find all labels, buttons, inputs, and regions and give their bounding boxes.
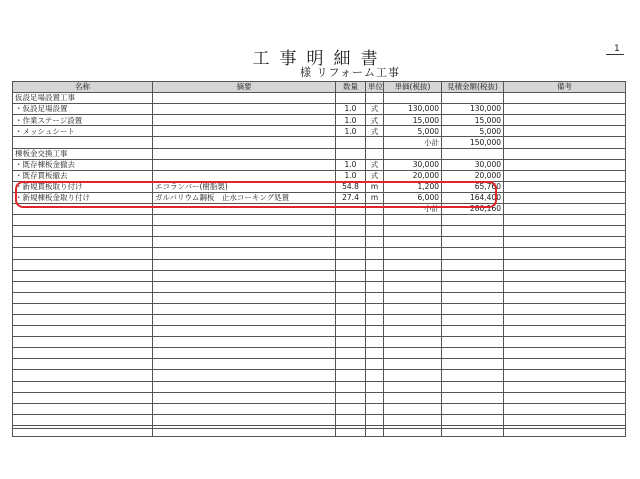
cell-unit-price	[384, 337, 442, 348]
cell-unit-price: 1,200	[384, 181, 442, 192]
cell-name	[13, 137, 153, 148]
cell-amount	[442, 348, 504, 359]
cell-remarks	[504, 215, 626, 226]
cell-summary	[153, 414, 336, 425]
cell-unit-price	[384, 270, 442, 281]
cell-name: ・メッシュシート	[13, 126, 153, 137]
cell-remarks	[504, 303, 626, 314]
cell-unit-price	[384, 381, 442, 392]
page-number: 1	[614, 44, 620, 54]
cell-unit	[366, 414, 384, 425]
cell-quantity	[336, 392, 366, 403]
cell-unit	[366, 392, 384, 403]
cell-name: 仮設足場設置工事	[13, 93, 153, 104]
cell-amount	[442, 270, 504, 281]
blank-row	[13, 292, 626, 303]
cell-remarks	[504, 170, 626, 181]
blank-row	[13, 259, 626, 270]
cell-quantity: 1.0	[336, 115, 366, 126]
cell-quantity: 1.0	[336, 126, 366, 137]
cell-summary	[153, 303, 336, 314]
cell-unit	[366, 381, 384, 392]
cell-amount	[442, 381, 504, 392]
cell-amount	[442, 292, 504, 303]
cell-unit: 式	[366, 170, 384, 181]
cell-unit	[366, 270, 384, 281]
cell-amount: 150,000	[442, 137, 504, 148]
table-row	[13, 204, 626, 215]
cell-amount	[442, 403, 504, 414]
column-header-unit: 単位	[366, 82, 384, 93]
cell-quantity	[336, 248, 366, 259]
blank-row	[13, 403, 626, 414]
cell-summary	[153, 403, 336, 414]
cell-unit-price: 15,000	[384, 115, 442, 126]
cell-amount: 164,400	[442, 192, 504, 203]
cell-amount: 20,000	[442, 170, 504, 181]
blank-row	[13, 248, 626, 259]
cell-unit	[366, 237, 384, 248]
cell-summary	[153, 392, 336, 403]
cell-amount	[442, 392, 504, 403]
cell-name	[13, 226, 153, 237]
cell-remarks	[504, 181, 626, 192]
cell-name: ・新規貫板取り付け	[13, 181, 153, 192]
cell-unit-price: 小計	[384, 137, 442, 148]
cell-quantity	[336, 348, 366, 359]
cell-unit-price: 6,000	[384, 192, 442, 203]
cell-amount	[442, 414, 504, 425]
cell-name	[13, 259, 153, 270]
table-row	[13, 181, 626, 192]
cell-unit	[366, 370, 384, 381]
cell-amount: 280,160	[442, 204, 504, 215]
cell-remarks	[504, 414, 626, 425]
cell-name: ・既存棟板金撤去	[13, 159, 153, 170]
cell-unit	[366, 326, 384, 337]
blank-row	[13, 270, 626, 281]
cell-name	[13, 270, 153, 281]
cell-unit-price	[384, 392, 442, 403]
table-row	[13, 192, 626, 203]
cell-quantity: 1.0	[336, 170, 366, 181]
estimate-detail-table	[12, 81, 626, 437]
cell-summary: ガルバリウム鋼板 止水コーキング処置	[153, 192, 336, 203]
document-subtitle: 様 リフォーム工事	[300, 66, 400, 79]
cell-unit-price	[384, 403, 442, 414]
table-body	[13, 93, 626, 437]
blank-row	[13, 314, 626, 325]
column-header-quantity: 数量	[336, 82, 366, 93]
cell-unit-price	[384, 237, 442, 248]
blank-row	[13, 281, 626, 292]
cell-unit-price	[384, 215, 442, 226]
cell-summary	[153, 170, 336, 181]
cell-unit	[366, 93, 384, 104]
cell-summary	[153, 215, 336, 226]
cell-remarks	[504, 148, 626, 159]
cell-unit	[366, 403, 384, 414]
cell-remarks	[504, 237, 626, 248]
cell-quantity	[336, 148, 366, 159]
cell-unit-price	[384, 226, 442, 237]
cell-name	[13, 381, 153, 392]
cell-unit: 式	[366, 126, 384, 137]
cell-name	[13, 314, 153, 325]
cell-name: 棟板金交換工事	[13, 148, 153, 159]
cell-unit: 式	[366, 115, 384, 126]
cell-remarks	[504, 204, 626, 215]
cell-unit-price	[384, 148, 442, 159]
cell-unit-price	[384, 326, 442, 337]
cell-name	[13, 292, 153, 303]
cell-remarks	[504, 326, 626, 337]
cell-summary	[153, 137, 336, 148]
blank-row	[13, 303, 626, 314]
cell-unit	[366, 259, 384, 270]
cell-amount	[442, 281, 504, 292]
cell-quantity	[336, 237, 366, 248]
cell-summary	[153, 93, 336, 104]
cell-unit	[366, 248, 384, 259]
blank-row	[13, 326, 626, 337]
cell-remarks	[504, 292, 626, 303]
cell-unit-price: 20,000	[384, 170, 442, 181]
cell-remarks	[504, 370, 626, 381]
cell-quantity	[336, 403, 366, 414]
cell-quantity	[336, 370, 366, 381]
cell-remarks	[504, 403, 626, 414]
cell-name	[13, 370, 153, 381]
cell-name	[13, 303, 153, 314]
cell-unit	[366, 303, 384, 314]
cell-unit	[366, 359, 384, 370]
cell-remarks	[504, 137, 626, 148]
cell-unit	[366, 314, 384, 325]
cell-quantity	[336, 314, 366, 325]
cell-summary	[153, 226, 336, 237]
cell-remarks	[504, 359, 626, 370]
column-header-unit-price: 単価(税抜)	[384, 82, 442, 93]
blank-row	[13, 215, 626, 226]
cell-unit-price: 小計	[384, 204, 442, 215]
cell-name	[13, 414, 153, 425]
cell-summary	[153, 237, 336, 248]
cell-remarks	[504, 259, 626, 270]
cell-unit-price	[384, 281, 442, 292]
cell-unit: m	[366, 181, 384, 192]
cell-amount	[442, 226, 504, 237]
cell-name	[13, 281, 153, 292]
cell-amount	[442, 303, 504, 314]
cell-quantity	[336, 281, 366, 292]
cell-amount	[442, 359, 504, 370]
cell-remarks	[504, 337, 626, 348]
blank-row	[13, 370, 626, 381]
cell-summary	[153, 337, 336, 348]
blank-row	[13, 337, 626, 348]
cell-name: ・新規棟板金取り付け	[13, 192, 153, 203]
cell-unit	[366, 348, 384, 359]
cell-quantity	[336, 326, 366, 337]
cell-name	[13, 215, 153, 226]
cell-name	[13, 337, 153, 348]
blank-row	[13, 226, 626, 237]
cell-quantity: 1.0	[336, 159, 366, 170]
cell-unit-price	[384, 414, 442, 425]
cell-unit	[366, 281, 384, 292]
cell-unit-price	[384, 248, 442, 259]
cell-remarks	[504, 314, 626, 325]
cell-name	[13, 237, 153, 248]
cell-remarks	[504, 115, 626, 126]
blank-row	[13, 237, 626, 248]
cell-unit-price: 30,000	[384, 159, 442, 170]
blank-row	[13, 392, 626, 403]
cell-unit-price: 130,000	[384, 104, 442, 115]
cell-amount	[442, 337, 504, 348]
cell-summary: エコランバー(樹脂製)	[153, 181, 336, 192]
cell-quantity	[336, 359, 366, 370]
cell-name	[13, 348, 153, 359]
cell-quantity	[336, 303, 366, 314]
table-header-row	[13, 82, 626, 93]
cell-name	[13, 248, 153, 259]
cell-quantity	[336, 204, 366, 215]
cell-remarks	[504, 192, 626, 203]
table-row	[13, 104, 626, 115]
cell-summary	[153, 281, 336, 292]
cell-unit	[366, 204, 384, 215]
cell-quantity	[336, 337, 366, 348]
column-header-summary: 摘要	[153, 82, 336, 93]
cell-unit-price	[384, 303, 442, 314]
cell-summary	[153, 359, 336, 370]
cell-summary	[153, 104, 336, 115]
cell-unit	[366, 215, 384, 226]
cell-summary	[153, 292, 336, 303]
cell-remarks	[504, 392, 626, 403]
cell-quantity: 1.0	[336, 104, 366, 115]
column-header-remarks: 備考	[504, 82, 626, 93]
column-header-amount: 見積金額(税抜)	[442, 82, 504, 93]
cell-amount	[442, 259, 504, 270]
cell-quantity: 27.4	[336, 192, 366, 203]
document-title: 工事明細書	[252, 49, 388, 69]
cell-summary	[153, 126, 336, 137]
cell-remarks	[504, 104, 626, 115]
blank-row	[13, 359, 626, 370]
cell-unit-price: 5,000	[384, 126, 442, 137]
page-number-underline	[606, 54, 624, 55]
cell-amount	[442, 314, 504, 325]
cell-summary	[153, 248, 336, 259]
cell-amount	[442, 93, 504, 104]
cell-name	[13, 326, 153, 337]
cell-name	[13, 204, 153, 215]
table-row	[13, 93, 626, 104]
blank-row	[13, 414, 626, 425]
cell-unit-price	[384, 259, 442, 270]
cell-name: ・既存貫板撤去	[13, 170, 153, 181]
cell-name: ・仮設足場設置	[13, 104, 153, 115]
cell-summary	[153, 326, 336, 337]
table-bottom-border	[12, 428, 625, 429]
table-row	[13, 115, 626, 126]
cell-amount	[442, 237, 504, 248]
cell-unit: 式	[366, 159, 384, 170]
table-row	[13, 137, 626, 148]
cell-quantity	[336, 381, 366, 392]
cell-amount	[442, 326, 504, 337]
cell-unit: 式	[366, 104, 384, 115]
cell-quantity	[336, 226, 366, 237]
cell-summary	[153, 314, 336, 325]
table-row	[13, 148, 626, 159]
cell-remarks	[504, 270, 626, 281]
cell-unit-price	[384, 359, 442, 370]
cell-summary	[153, 115, 336, 126]
column-header-name: 名称	[13, 82, 153, 93]
table-row	[13, 170, 626, 181]
cell-quantity: 54.8	[336, 181, 366, 192]
cell-amount: 65,760	[442, 181, 504, 192]
cell-name	[13, 403, 153, 414]
cell-quantity	[336, 414, 366, 425]
cell-quantity	[336, 270, 366, 281]
cell-unit-price	[384, 370, 442, 381]
cell-summary	[153, 270, 336, 281]
cell-quantity	[336, 215, 366, 226]
cell-summary	[153, 204, 336, 215]
cell-amount	[442, 370, 504, 381]
cell-name	[13, 392, 153, 403]
cell-summary	[153, 381, 336, 392]
cell-unit	[366, 226, 384, 237]
cell-summary	[153, 259, 336, 270]
cell-amount: 15,000	[442, 115, 504, 126]
cell-quantity	[336, 292, 366, 303]
cell-remarks	[504, 348, 626, 359]
blank-row	[13, 381, 626, 392]
cell-unit-price	[384, 348, 442, 359]
cell-unit	[366, 337, 384, 348]
cell-quantity	[336, 93, 366, 104]
cell-amount	[442, 148, 504, 159]
cell-summary	[153, 370, 336, 381]
cell-unit	[366, 292, 384, 303]
cell-remarks	[504, 93, 626, 104]
cell-remarks	[504, 126, 626, 137]
cell-unit: m	[366, 192, 384, 203]
cell-unit	[366, 137, 384, 148]
cell-unit-price	[384, 292, 442, 303]
cell-quantity	[336, 259, 366, 270]
cell-amount: 130,000	[442, 104, 504, 115]
cell-remarks	[504, 248, 626, 259]
table-row	[13, 159, 626, 170]
table-row	[13, 126, 626, 137]
cell-unit-price	[384, 93, 442, 104]
cell-amount	[442, 248, 504, 259]
cell-remarks	[504, 381, 626, 392]
cell-unit-price	[384, 314, 442, 325]
cell-quantity	[336, 137, 366, 148]
cell-remarks	[504, 281, 626, 292]
cell-summary	[153, 159, 336, 170]
cell-remarks	[504, 159, 626, 170]
cell-summary	[153, 348, 336, 359]
cell-remarks	[504, 226, 626, 237]
cell-name: ・作業ステージ設置	[13, 115, 153, 126]
cell-name	[13, 359, 153, 370]
cell-amount	[442, 215, 504, 226]
blank-row	[13, 348, 626, 359]
cell-unit	[366, 148, 384, 159]
cell-amount: 30,000	[442, 159, 504, 170]
cell-amount: 5,000	[442, 126, 504, 137]
cell-summary	[153, 148, 336, 159]
